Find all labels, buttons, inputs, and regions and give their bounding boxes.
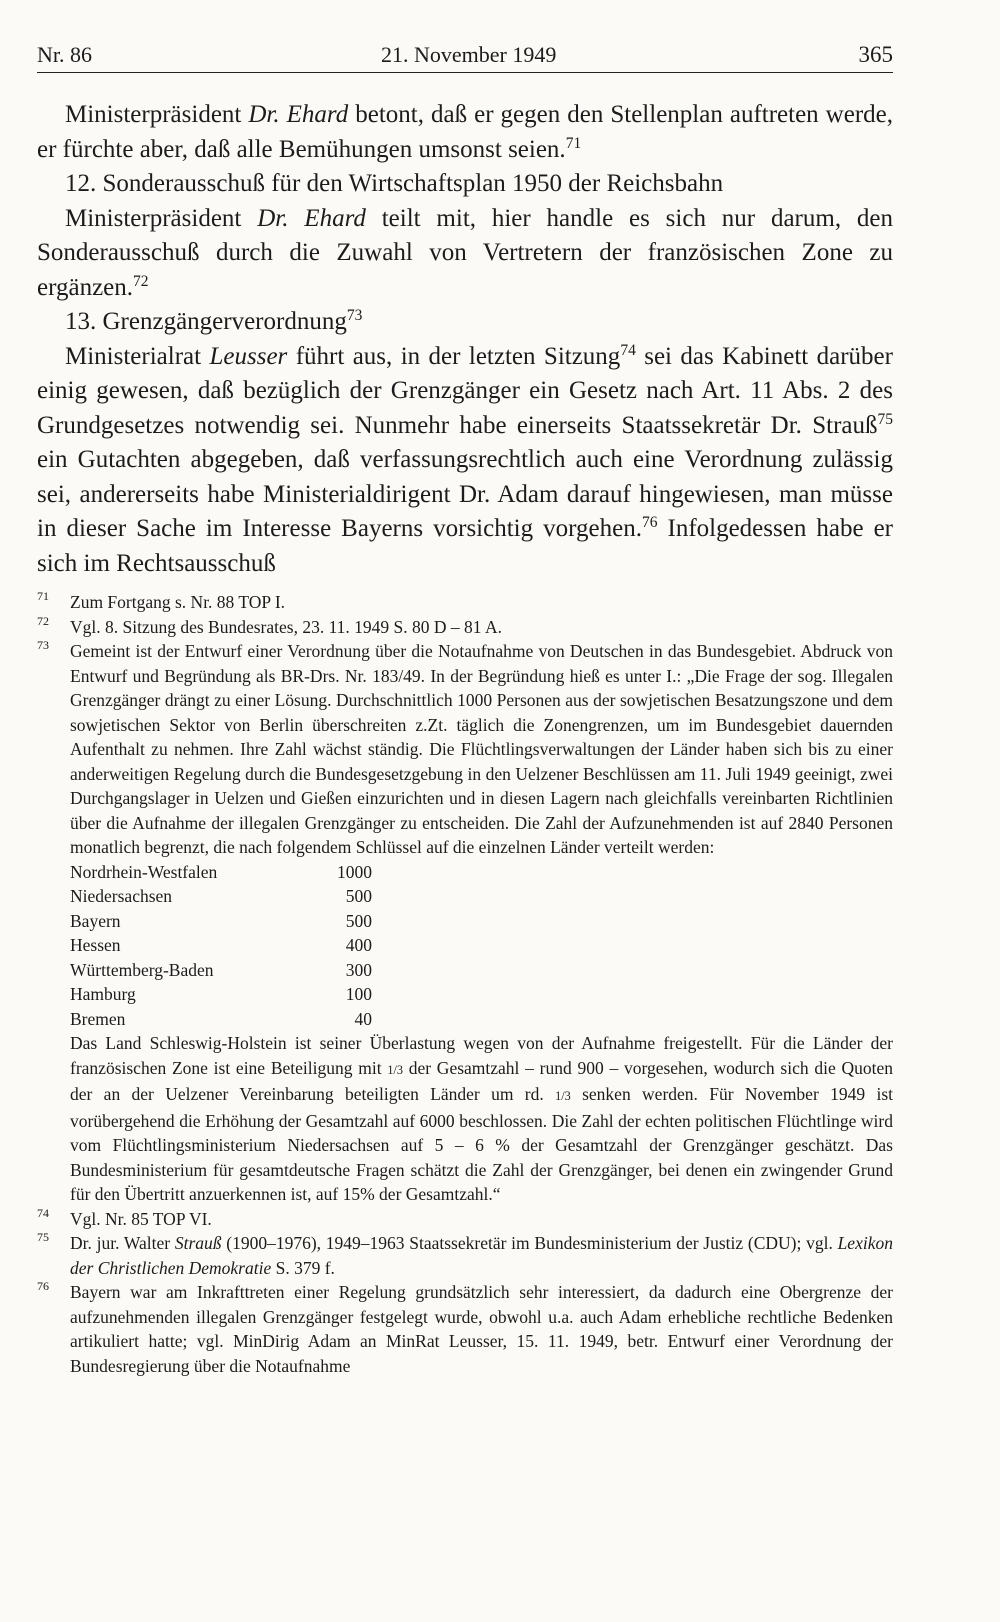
footnote-ref: 74	[620, 341, 636, 359]
person-name: Dr. Ehard	[248, 101, 349, 128]
allocation-row	[70, 982, 893, 1007]
person-name: Dr. Ehard	[257, 204, 366, 232]
footnote-number: 73	[37, 638, 49, 652]
land-name: Hamburg	[70, 984, 136, 1004]
footnote-ref: 72	[133, 272, 149, 290]
footnote-text: Zum Fortgang s. Nr. 88 TOP I.	[70, 592, 286, 612]
land-name: Nordrhein-Westfalen	[70, 861, 218, 882]
person-name: Strauß	[174, 1233, 222, 1253]
quota-value: 40	[354, 1008, 372, 1029]
footnotes	[37, 590, 893, 1378]
land-name: Niedersachsen	[70, 886, 173, 906]
paragraph-ehard-sonderausschuss: Ministerpräsident Dr. Ehard teilt mit, hier handle es sich nur darum, den Sonderausschuß durch die Zuwahl von Vertretern der französischen Zone zu ergänzen.$^{72}$	[37, 204, 893, 301]
paragraph-leusser: Ministerialrat Leusser führt aus, in der letzten Sitzung$^{74}$ sei das Kabinett darüber einig gewesen, daß bezüglich der Grenzgänger ein Gesetz nach Art. 11 Abs. 2 des Grundgesetzes notwendig sei. Nunmehr habe einerseits Staatssekretär Dr. Strauß$^{75}$ ein Gutachten abgegeben, daß verfassungsrechtlich auch eine Verordnung zulässig sei, andererseits habe Ministerialdirigent Dr. Adam darauf hingewiesen, man müsse in dieser Sache im Interesse Bayerns vorsichtig vorgehen.$^{76}$ Infolgedessen habe er sich im Rechtsausschuß	[37, 341, 893, 577]
allocation-row	[70, 860, 893, 885]
footnote-74	[37, 1207, 893, 1232]
footnote-text: Bayern war am Inkrafttreten einer Regelung grundsätzlich sehr interessiert, da dadurch eine Obergrenze der aufzunehmenden illegalen Grenzgänger festgelegt wurde, obwohl u.a. auch Adam erhebliche rechtliche Bedenken artikuliert hatte; vgl. MinDirig Adam an MinRat Leusser, 15. 11. 1949, betr. Entwurf einer Verordnung der Bundesregierung über die Notaufnahme	[70, 1282, 893, 1376]
quota-value: 400	[345, 935, 372, 955]
running-header	[37, 38, 893, 72]
footnote-ref: 76	[641, 514, 658, 532]
quota-value: 300	[345, 959, 372, 980]
session-date: 21. November 1949	[381, 42, 557, 67]
allocation-row	[70, 933, 893, 958]
footnote-text: Vgl. 8. Sitzung des Bundesrates, 23. 11. 1949 S. 80 D – 81 A.	[70, 616, 502, 637]
agenda-item-13: 13. Grenzgängerverordnung$^{73}$	[65, 307, 363, 335]
land-name: Bremen	[70, 1008, 126, 1029]
footnote-ref: 71	[565, 134, 582, 152]
footnote-75	[37, 1231, 893, 1280]
footnote-72	[37, 615, 893, 640]
document-number: Nr. 86	[37, 42, 92, 67]
footnote-continuation: Das Land Schleswig-Holstein ist seiner Überlastung wegen von der Aufnahme freigestellt. Für die Länder der französischen Zone ist eine Beteiligung mit 1/3 der Gesamtzahl – rund 900 – vorgesehen, wodurch sich die Quoten der an der Uelzener Vereinbarung beteiligten Länder um rd. 1/3 senken werden. Für November 1949 ist vorübergehend die Erhöhung der Gesamtzahl auf 6000 beschlossen. Die Zahl der echten politischen Flüchtlinge wird vom Flüchtlingsministerium Niedersachsen auf 5 – 6 % der Gesamtzahl der Grenzgänger geschätzt. Das Bundesministerium für gesamtdeutsche Fragen schätzt die Zahl der Grenzgänger, bei denen ein zwingender Grund für den Übertritt anzuerkennen ist, auf 15% der Gesamtzahl.“	[70, 1033, 893, 1204]
footnote-ref: 73	[346, 307, 363, 325]
allocation-row	[70, 884, 893, 909]
paragraph-ehard-stellenplan: Ministerpräsident Dr. Ehard betont, daß er gegen den Stellenplan auftreten werde, er fürchte aber, daß alle Bemühungen umsonst seien.$^{71}$	[37, 101, 894, 163]
footnote-number: 72	[37, 613, 49, 628]
footnote-text: Gemeint ist der Entwurf einer Verordnung über die Notaufnahme von Deutschen in das Bundesgebiet. Abdruck von Entwurf und Begründung als BR-Drs. Nr. 183/49. In der Begründung hieß es unter I.: „Die Frage der sog. Illegalen Grenzgänger drängt zu einer Lösung. Durchschnittlich 1000 Personen aus der sowjetischen Besatzungszone und dem sowjetischen Sektor von Berlin überschreiten z.Zt. täglich die Zonengrenzen, um im Bundesgebiet dauernden Aufenthalt zu nehmen. Ihre Zahl wächst ständig. Die Flüchtlingsverwaltungen der Länder haben sich bis zu einer anderweitigen Regelung durch die Bundesgesetzgebung in den Uelzener Beschlüssen am 11. Juli 1949 geeinigt, zwei Durchgangslager in Uelzen und Gießen einzurichten und in diesen Lagern nach gleichfalls vereinbarten Richtlinien über die Aufnahme der illegalen Grenzgänger zu entscheiden. Die Zahl der Aufzunehmenden ist auf 2840 Personen monatlich begrenzt, die nach folgendem Schlüssel auf die einzelnen Länder verteilt werden:	[70, 641, 893, 857]
allocation-row	[70, 909, 893, 934]
allocation-row	[70, 958, 893, 983]
fraction: 1/3	[555, 1089, 571, 1103]
footnote-76	[37, 1280, 893, 1378]
fraction: 1/3	[387, 1062, 403, 1077]
footnote-text: Dr. jur. Walter Strauß (1900–1976), 1949–1963 Staatssekretär im Bundesministerium der Justiz (CDU); vgl. Lexikon der Christlichen Demokratie S. 379 f.	[70, 1233, 893, 1278]
person-name: Leusser	[209, 342, 288, 370]
page-number: 365	[858, 42, 893, 67]
land-name: Hessen	[70, 935, 121, 955]
allocation-table	[70, 860, 893, 1032]
footnote-ref: 75	[877, 410, 893, 428]
allocation-row	[70, 1007, 893, 1032]
footnote-number: 71	[37, 589, 49, 603]
footnote-text: Vgl. Nr. 85 TOP VI.	[70, 1208, 212, 1229]
quota-value: 500	[345, 886, 372, 906]
footnote-number: 76	[37, 1279, 49, 1293]
agenda-item-12: 12. Sonderausschuß für den Wirtschaftsplan 1950 der Reichsbahn	[65, 170, 724, 197]
footnote-71	[37, 590, 893, 615]
land-name: Württemberg-Baden	[70, 959, 214, 980]
quota-value: 500	[345, 910, 372, 931]
footnote-73	[37, 639, 893, 1207]
footnote-number: 74	[37, 1205, 49, 1220]
quota-value: 1000	[337, 861, 372, 882]
reference-title: Lexikon der Christlichen Demokratie	[70, 1233, 893, 1278]
footnote-number: 75	[37, 1230, 49, 1244]
land-name: Bayern	[70, 910, 121, 931]
quota-value: 100	[345, 984, 372, 1004]
header-rule	[37, 72, 893, 73]
main-text	[37, 98, 893, 581]
